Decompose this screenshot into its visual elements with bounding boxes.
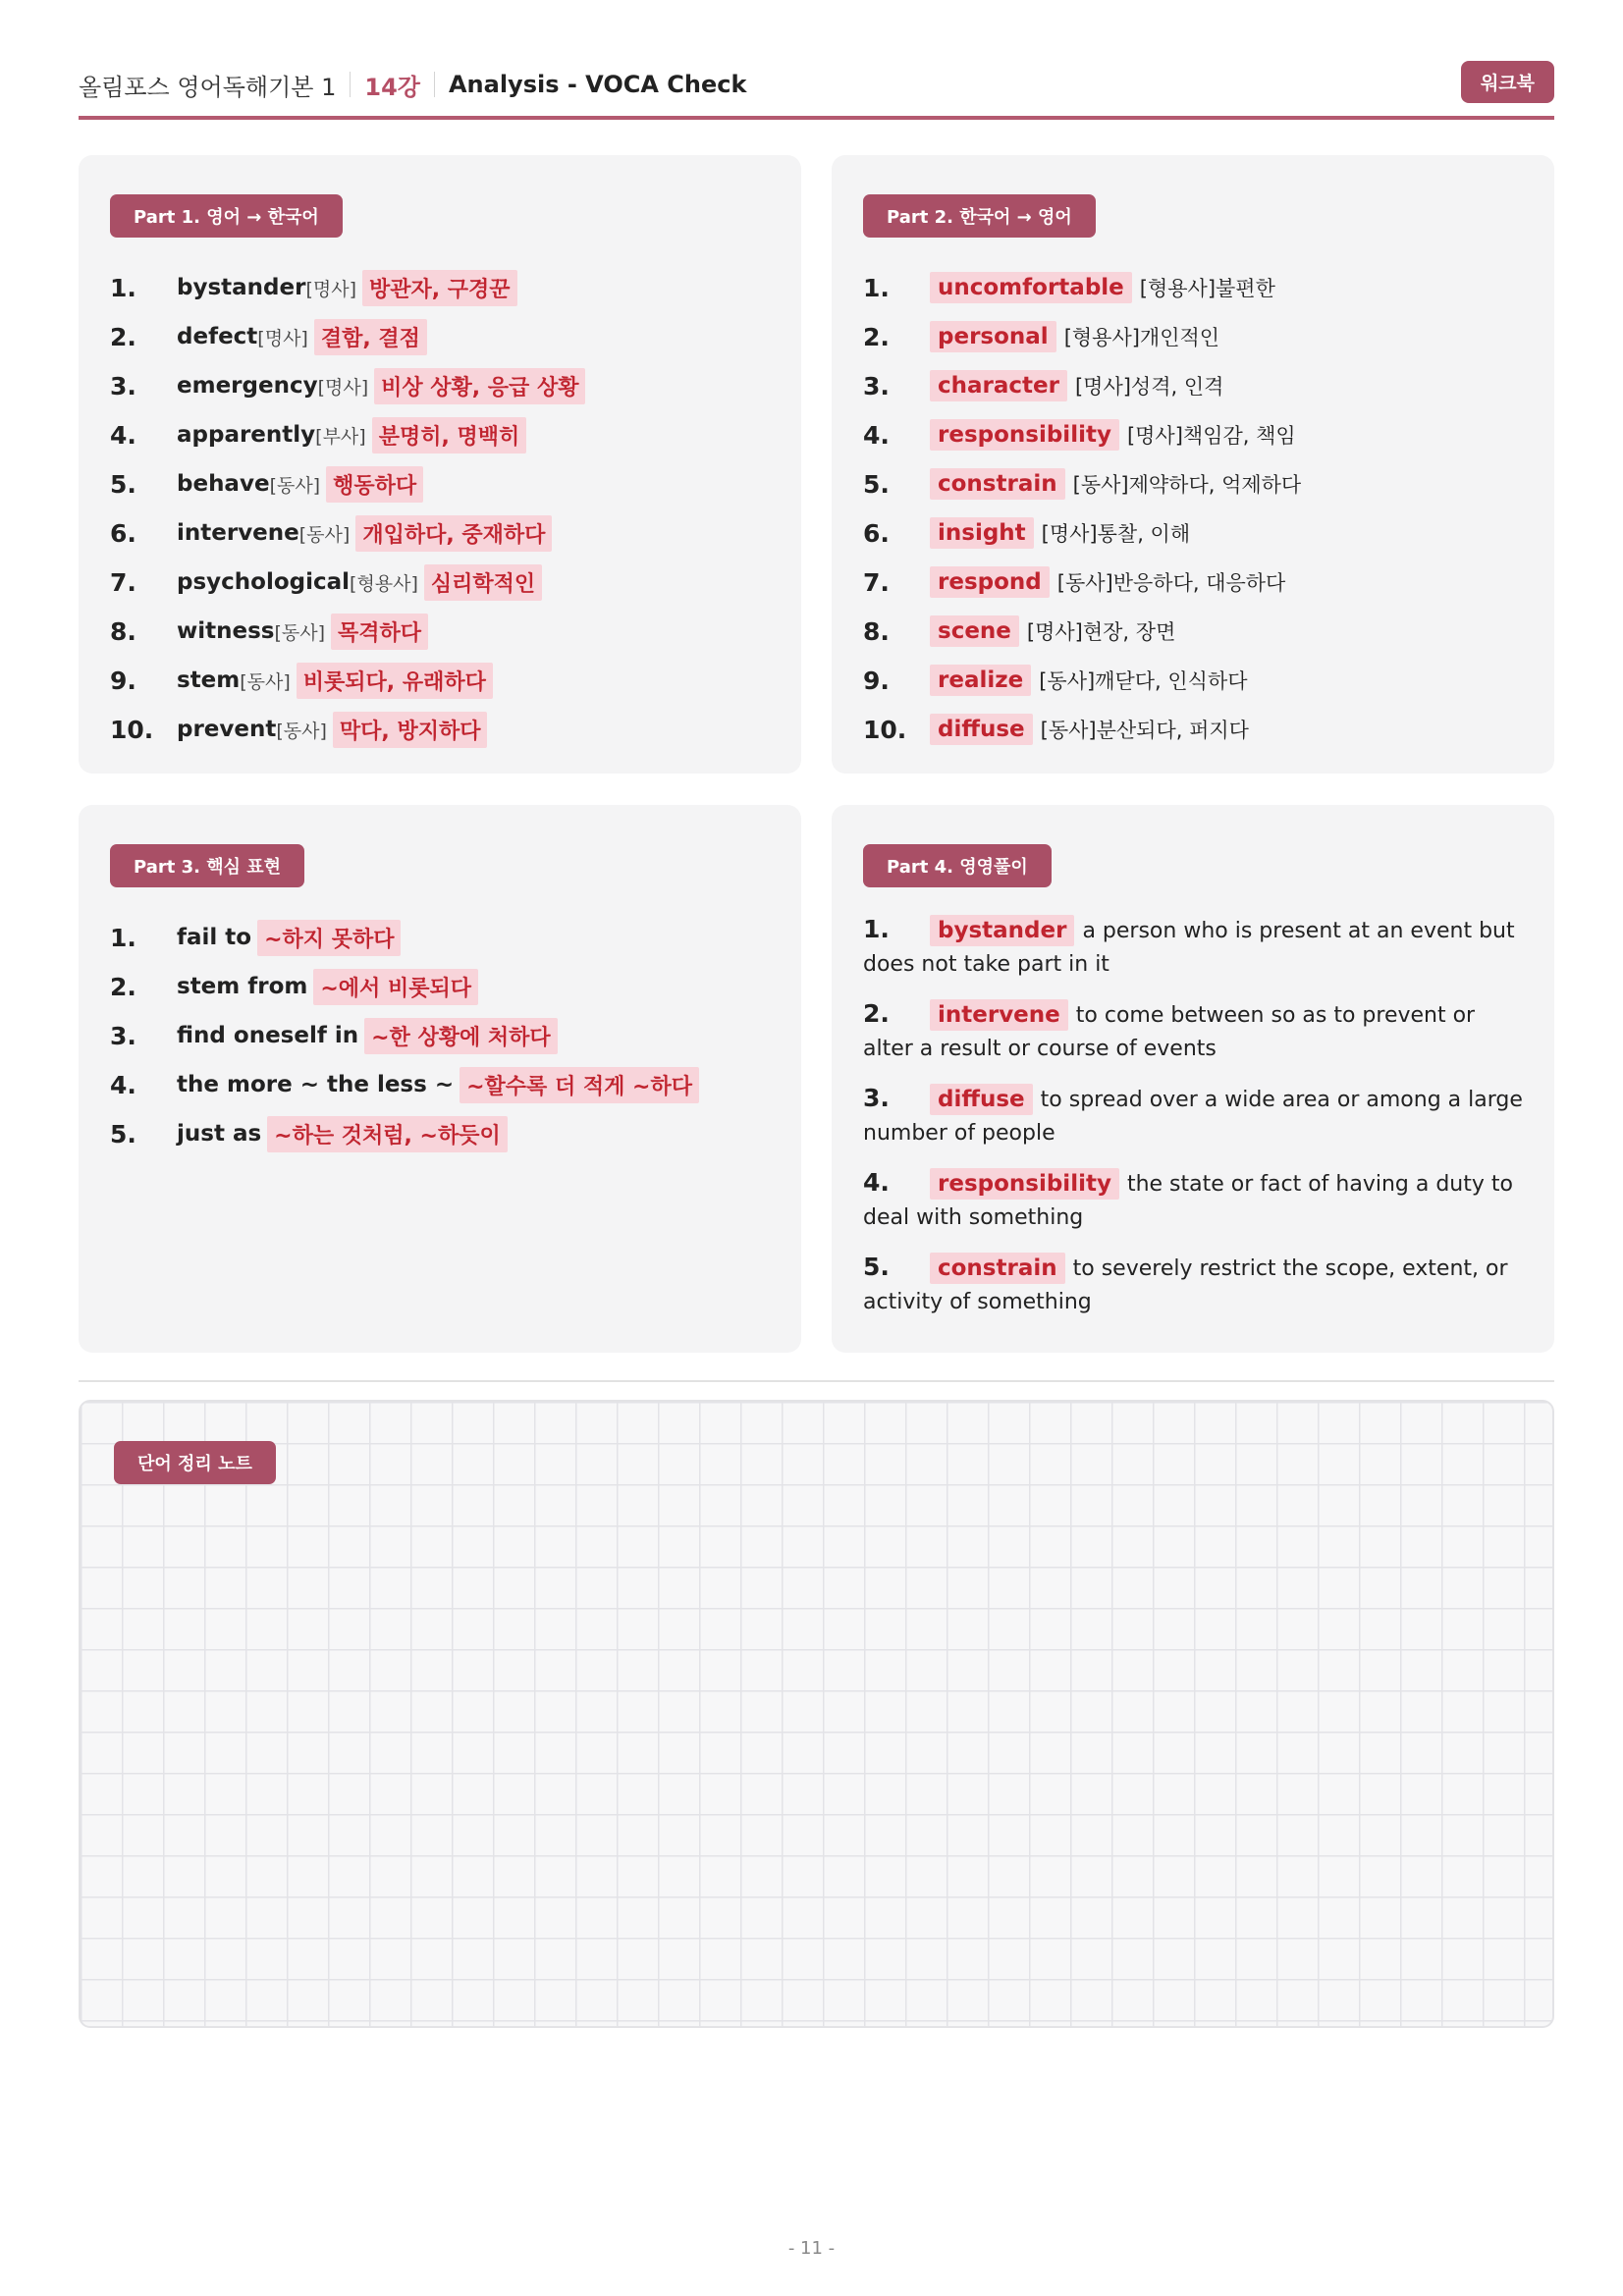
answer-highlight: 비상 상황, 응급 상황 xyxy=(374,368,585,404)
answer-highlight: 막다, 방지하다 xyxy=(333,712,488,748)
item-number: 3. xyxy=(863,371,890,400)
item-number: 3. xyxy=(863,1084,890,1112)
list-item xyxy=(863,263,1531,312)
list-item xyxy=(110,361,778,410)
item-number: 5. xyxy=(863,1253,890,1281)
part-of-speech: [동사] xyxy=(269,474,321,497)
key-phrase: stem from xyxy=(177,974,308,999)
answer-highlight: ~한 상황에 처하다 xyxy=(364,1018,558,1054)
korean-meaning: [명사]책임감, 책임 xyxy=(1126,424,1296,448)
part2-label: Part 2. 한국어 → 영어 xyxy=(863,194,1096,238)
item-number: 1. xyxy=(110,273,136,302)
list-item xyxy=(863,361,1531,410)
item-number: 8. xyxy=(110,616,136,646)
answer-highlight: ~하지 못하다 xyxy=(257,920,401,956)
korean-meaning: [동사]깨닫다, 인식하다 xyxy=(1039,669,1248,693)
answer-highlight: responsibility xyxy=(930,419,1119,451)
part3-card xyxy=(79,805,801,1353)
korean-meaning: [동사]반응하다, 대응하다 xyxy=(1056,571,1286,595)
answer-highlight: diffuse xyxy=(930,714,1033,745)
key-phrase: find oneself in xyxy=(177,1023,359,1048)
part1-card xyxy=(79,155,801,774)
list-item xyxy=(110,1060,778,1109)
list-item xyxy=(110,459,778,508)
list-item xyxy=(110,607,778,656)
part1-label: Part 1. 영어 → 한국어 xyxy=(110,194,343,238)
list-item xyxy=(863,997,1525,1066)
vocab-word: behave xyxy=(177,471,270,497)
header-separator xyxy=(350,72,351,97)
vocab-notes-grid[interactable] xyxy=(79,1400,1554,2028)
item-number: 3. xyxy=(110,1021,136,1050)
item-number: 2. xyxy=(863,322,890,351)
answer-highlight: 분명히, 명백히 xyxy=(372,417,527,454)
workbook-badge: 워크북 xyxy=(1461,61,1554,103)
vocab-word: prevent xyxy=(177,717,277,742)
list-item xyxy=(110,1011,778,1060)
answer-highlight: realize xyxy=(930,665,1031,696)
item-number: 10. xyxy=(110,715,154,744)
answer-highlight: character xyxy=(930,370,1067,401)
list-item xyxy=(110,913,778,962)
answer-highlight: 결함, 결점 xyxy=(314,319,427,355)
part4-label: Part 4. 영영풀이 xyxy=(863,844,1052,887)
answer-highlight: insight xyxy=(930,517,1034,549)
korean-meaning: [형용사]개인적인 xyxy=(1063,326,1220,349)
list-item xyxy=(863,656,1531,705)
list-item xyxy=(110,410,778,459)
list-item xyxy=(863,607,1531,656)
list-item xyxy=(863,312,1531,361)
answer-highlight: 개입하다, 중재하다 xyxy=(355,515,552,552)
item-number: 7. xyxy=(863,567,890,597)
list-item xyxy=(863,913,1525,982)
item-number: 5. xyxy=(863,469,890,499)
item-number: 10. xyxy=(863,715,907,744)
answer-highlight: diffuse xyxy=(930,1084,1033,1115)
korean-meaning: [명사]통찰, 이해 xyxy=(1041,522,1191,546)
item-number: 1. xyxy=(863,915,890,943)
list-item xyxy=(863,1166,1525,1235)
answer-highlight: constrain xyxy=(930,1253,1065,1284)
part-of-speech: [부사] xyxy=(315,425,366,448)
part3-list xyxy=(110,913,778,1158)
korean-meaning: [형용사]불편한 xyxy=(1139,277,1275,300)
item-number: 9. xyxy=(863,666,890,695)
lesson-number: 14강 xyxy=(364,73,420,101)
list-item xyxy=(110,263,778,312)
answer-highlight: personal xyxy=(930,321,1056,352)
part-of-speech: [동사] xyxy=(274,621,326,644)
vocab-word: emergency xyxy=(177,373,318,399)
list-item xyxy=(110,558,778,607)
part4-card xyxy=(832,805,1554,1353)
korean-meaning: [동사]분산되다, 퍼지다 xyxy=(1040,719,1249,742)
answer-highlight: ~할수록 더 적게 ~하다 xyxy=(460,1067,699,1103)
answer-highlight: intervene xyxy=(930,999,1068,1031)
item-number: 1. xyxy=(863,273,890,302)
part-of-speech: [동사] xyxy=(298,523,351,546)
answer-highlight: 비롯되다, 유래하다 xyxy=(297,663,493,699)
list-item xyxy=(863,1251,1525,1319)
part-of-speech: [형용사] xyxy=(350,572,418,595)
page-number: - 11 - xyxy=(787,2238,836,2259)
list-item xyxy=(110,1109,778,1158)
answer-highlight: 방관자, 구경꾼 xyxy=(362,270,517,306)
item-number: 2. xyxy=(863,999,890,1028)
item-number: 5. xyxy=(110,469,136,499)
part1-list xyxy=(110,263,778,754)
item-number: 1. xyxy=(110,923,136,952)
answer-highlight: scene xyxy=(930,615,1019,647)
item-number: 6. xyxy=(863,518,890,548)
item-number: 8. xyxy=(863,616,890,646)
item-number: 4. xyxy=(863,420,890,450)
part-of-speech: [명사] xyxy=(317,376,369,399)
section-divider xyxy=(79,1380,1554,1382)
notes-label: 단어 정리 노트 xyxy=(114,1441,276,1484)
list-item xyxy=(863,1082,1525,1150)
part2-card xyxy=(832,155,1554,774)
item-number: 5. xyxy=(110,1119,136,1148)
list-item xyxy=(110,312,778,361)
definition-text: to spread over a wide area or among a large number of people xyxy=(863,1088,1523,1146)
korean-meaning: [명사]성격, 인격 xyxy=(1074,375,1224,399)
part-of-speech: [동사] xyxy=(240,670,291,693)
korean-meaning: [명사]현장, 장면 xyxy=(1026,620,1176,644)
vocab-word: bystander xyxy=(177,275,306,300)
answer-highlight: 심리학적인 xyxy=(424,564,542,601)
korean-meaning: [동사]제약하다, 억제하다 xyxy=(1072,473,1302,497)
item-number: 4. xyxy=(110,420,136,450)
book-title: 올림포스 영어독해기본 1 xyxy=(79,73,337,101)
key-phrase: the more ~ the less ~ xyxy=(177,1072,455,1097)
answer-highlight: constrain xyxy=(930,468,1065,500)
header-separator xyxy=(434,72,435,97)
list-item xyxy=(863,705,1531,754)
part3-label: Part 3. 핵심 표현 xyxy=(110,844,304,887)
vocab-word: psychological xyxy=(177,569,351,595)
part-of-speech: [동사] xyxy=(276,720,327,742)
list-item xyxy=(110,962,778,1011)
list-item xyxy=(863,508,1531,558)
list-item xyxy=(110,705,778,754)
part2-list xyxy=(863,263,1531,754)
definition-text: a person who is present at an event but does not take part in it xyxy=(863,919,1515,977)
item-number: 6. xyxy=(110,518,136,548)
definition-text: to come between so as to prevent or alter a result or course of events xyxy=(863,1003,1476,1061)
definition-text: the state or fact of having a duty to deal with something xyxy=(863,1172,1513,1230)
list-item xyxy=(863,558,1531,607)
answer-highlight: ~하는 것처럼, ~하듯이 xyxy=(267,1116,508,1152)
item-number: 4. xyxy=(863,1168,890,1197)
page-header xyxy=(79,61,1554,108)
vocab-word: stem xyxy=(177,667,241,693)
item-number: 9. xyxy=(110,666,136,695)
answer-highlight: 행동하다 xyxy=(326,466,423,503)
header-divider xyxy=(79,116,1554,120)
list-item xyxy=(863,410,1531,459)
item-number: 3. xyxy=(110,371,136,400)
definition-text: to severely restrict the scope, extent, or activity of something xyxy=(863,1256,1508,1314)
list-item xyxy=(110,508,778,558)
part-of-speech: [명사] xyxy=(305,278,356,300)
vocab-word: apparently xyxy=(177,422,316,448)
key-phrase: fail to xyxy=(177,925,252,950)
vocab-word: witness xyxy=(177,618,275,644)
list-item xyxy=(110,656,778,705)
answer-highlight: ~에서 비롯되다 xyxy=(313,969,478,1005)
answer-highlight: responsibility xyxy=(930,1168,1119,1200)
part-of-speech: [명사] xyxy=(257,327,308,349)
answer-highlight: uncomfortable xyxy=(930,272,1132,303)
key-phrase: just as xyxy=(177,1121,262,1147)
list-item xyxy=(863,459,1531,508)
item-number: 2. xyxy=(110,322,136,351)
vocab-word: defect xyxy=(177,324,258,349)
answer-highlight: 목격하다 xyxy=(331,614,428,650)
item-number: 2. xyxy=(110,972,136,1001)
part4-list xyxy=(863,913,1525,1335)
item-number: 7. xyxy=(110,567,136,597)
item-number: 4. xyxy=(110,1070,136,1099)
answer-highlight: bystander xyxy=(930,915,1074,946)
answer-highlight: respond xyxy=(930,566,1050,598)
vocab-word: intervene xyxy=(177,520,299,546)
page-title: Analysis - VOCA Check xyxy=(448,71,747,98)
